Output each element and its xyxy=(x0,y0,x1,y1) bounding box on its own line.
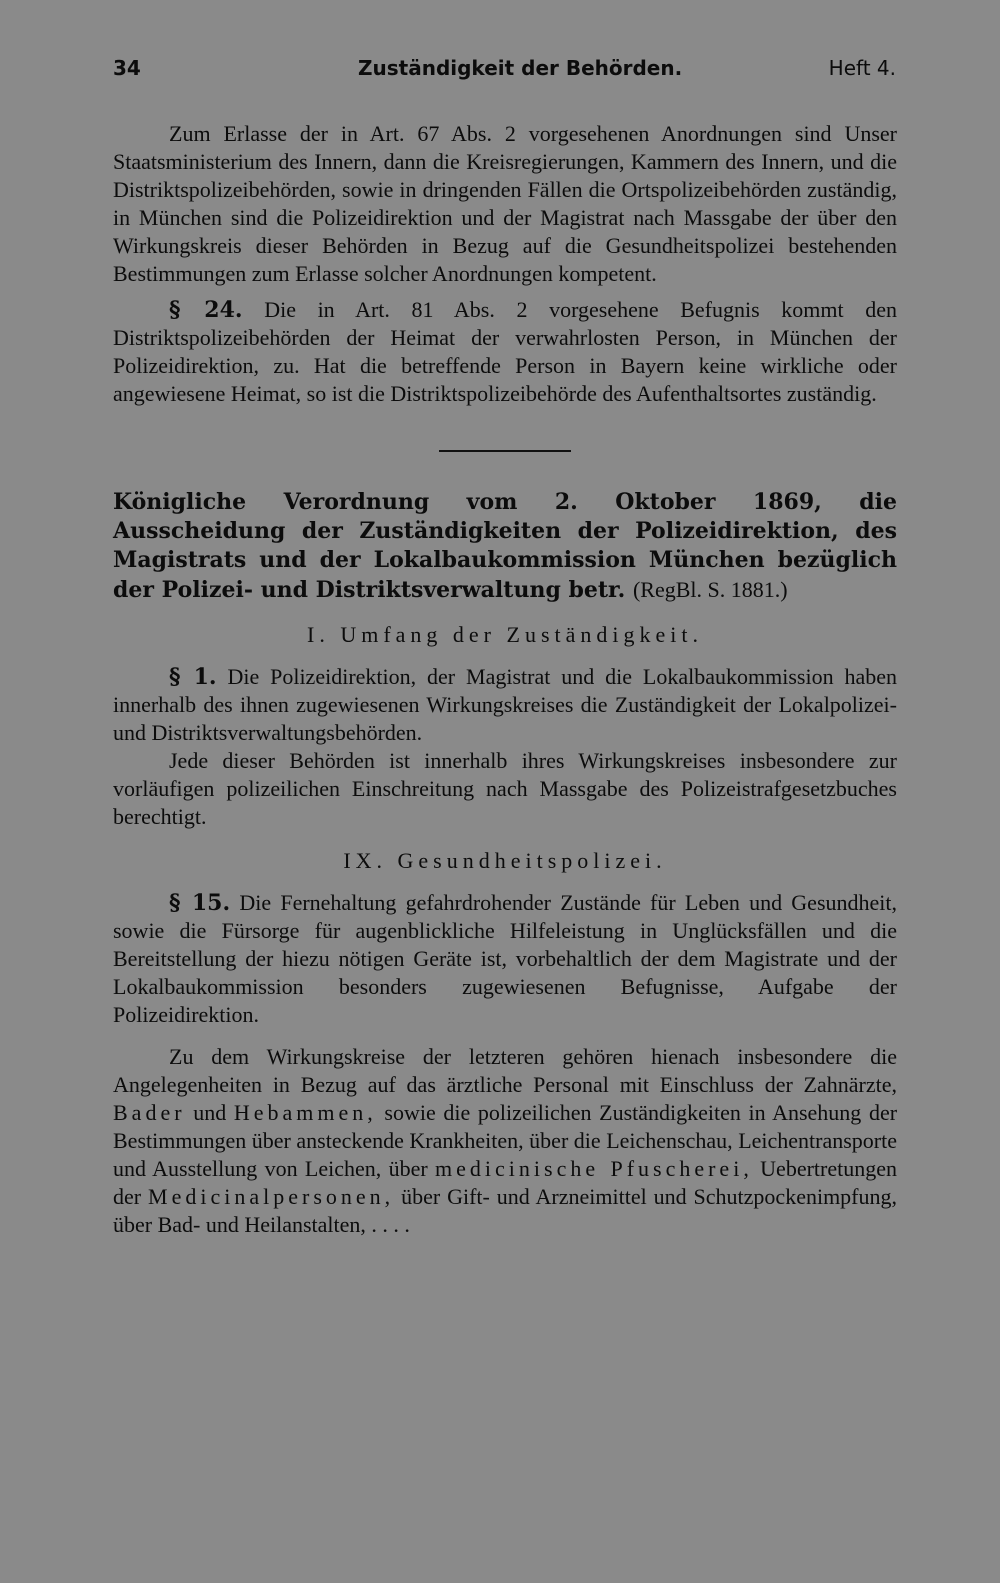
paragraph-section-15 xyxy=(113,889,897,1029)
chapter-heading-gesundheitspolizei: IX. Gesundheitspolizei. xyxy=(343,848,667,873)
running-title: Zuständigkeit der Behörden. xyxy=(358,56,683,80)
page-body xyxy=(113,120,897,1239)
paragraph-section-15-text: Die Fernehaltung gefahrdrohender Zustände für Leben und Gesundheit, sowie die Fürsorge für augenblickliche Hilfeleistung in Unglücksfällen und die Bereitstellung der hiezu nötigen Geräte ist, vorbehaltlich der dem Magistrate und der Lokalbaukommission besonders zugewiesenen Befugnisse, Aufgabe der Polizeidirektion. xyxy=(113,890,897,1027)
wirkungskreis-part-2: sowie die polizeilichen Zuständigkeiten in Ansehung der Bestimmungen über ansteckende Krankheiten, über die Leichenschau, Leichentransporte und Ausstellung von Leichen, über xyxy=(113,1100,898,1181)
wirkungskreis-part-1: Zu dem Wirkungskreise der letzteren gehören hienach insbesondere die Angelegenheiten in Bezug auf das ärztliche Personal mit Einschluss der Zahnärzte, xyxy=(113,1044,897,1097)
page-number: 34 xyxy=(113,56,141,80)
wirkungskreis-part-4: über Gift- und Arzneimittel und Schutzpockenimpfung, über Bad- und Heilanstalten, . . . . xyxy=(113,1184,898,1237)
decree-title: Königliche Verordnung vom 2. Oktober 1869, die Ausscheidung der Zuständigkeiten der Polizeidirektion, des Magistrats und der Lokalbaukommission München bezüglich der Polizei- und Distriktsverwaltung betr. xyxy=(113,489,897,603)
paragraph-section-1 xyxy=(113,663,897,747)
chapter-heading-umfang: I. Umfang der Zuständigkeit. xyxy=(307,622,703,647)
wirkungskreis-part-3: Uebertretungen der xyxy=(113,1156,897,1209)
spaced-term-hebammen: Hebammen, xyxy=(233,1100,377,1125)
section-marker-24: § 24. xyxy=(169,297,243,323)
decree-reference: (RegBl. S. 1881.) xyxy=(632,577,788,602)
issue-label: Heft 4. xyxy=(828,56,896,80)
spaced-term-pfuscherei: medicinische Pfuscherei, xyxy=(435,1156,753,1181)
paragraph-section-1-text: Die Polizeidirektion, der Magistrat und die Lokalbaukommission haben innerhalb des ihnen zugewiesenen Wirkungskreises die Zuständigkeit der Lokalpolizei- und Distriktsverwaltungsbehörden. xyxy=(113,664,897,745)
decree-heading xyxy=(113,488,897,605)
paragraph-section-24-text: Die in Art. 81 Abs. 2 vorgesehene Befugnis kommt den Distriktspolizeibehörden der Heimat der verwahrlosten Person, in München der Polizeidirektion, zu. Hat die betreffende Person in Bayern keine wirkliche oder angewiesene Heimat, so ist die Distriktspolizeibehörde des Aufenthaltsortes zuständig. xyxy=(113,297,897,406)
page-header xyxy=(113,56,896,86)
paragraph-section-24 xyxy=(113,296,897,408)
paragraph-erlasse: Zum Erlasse der in Art. 67 Abs. 2 vorgesehenen Anordnungen sind Unser Staatsministerium des Innern, dann die Kreisregierungen, Kammern des Innern, und die Distriktspolizeibehörden, sowie in dringenden Fällen die Ortspolizeibehörden zuständig, in München sind die Polizeidirektion und der Magistrat nach Massgabe der über den Wirkungskreis dieser Behörden in Bezug auf die Gesundheitspolizei bestehenden Bestimmungen zum Erlasse solcher Anordnungen kompetent. xyxy=(113,121,897,286)
paragraph-wirkungskreis xyxy=(113,1043,897,1239)
paragraph-jede-behoerde: Jede dieser Behörden ist innerhalb ihres Wirkungskreises insbesondere zur vorläufigen polizeilichen Einschreitung nach Massgabe des Polizeistrafgesetzbuches berechtigt. xyxy=(113,748,897,829)
section-marker-15: § 15. xyxy=(169,890,231,916)
section-divider xyxy=(439,450,571,452)
section-marker-1: § 1. xyxy=(169,664,217,690)
wirkungskreis-und: und xyxy=(193,1100,227,1125)
spaced-term-bader: Bader xyxy=(113,1100,186,1125)
spaced-term-medicinalpersonen: Medicinalpersonen, xyxy=(148,1184,395,1209)
